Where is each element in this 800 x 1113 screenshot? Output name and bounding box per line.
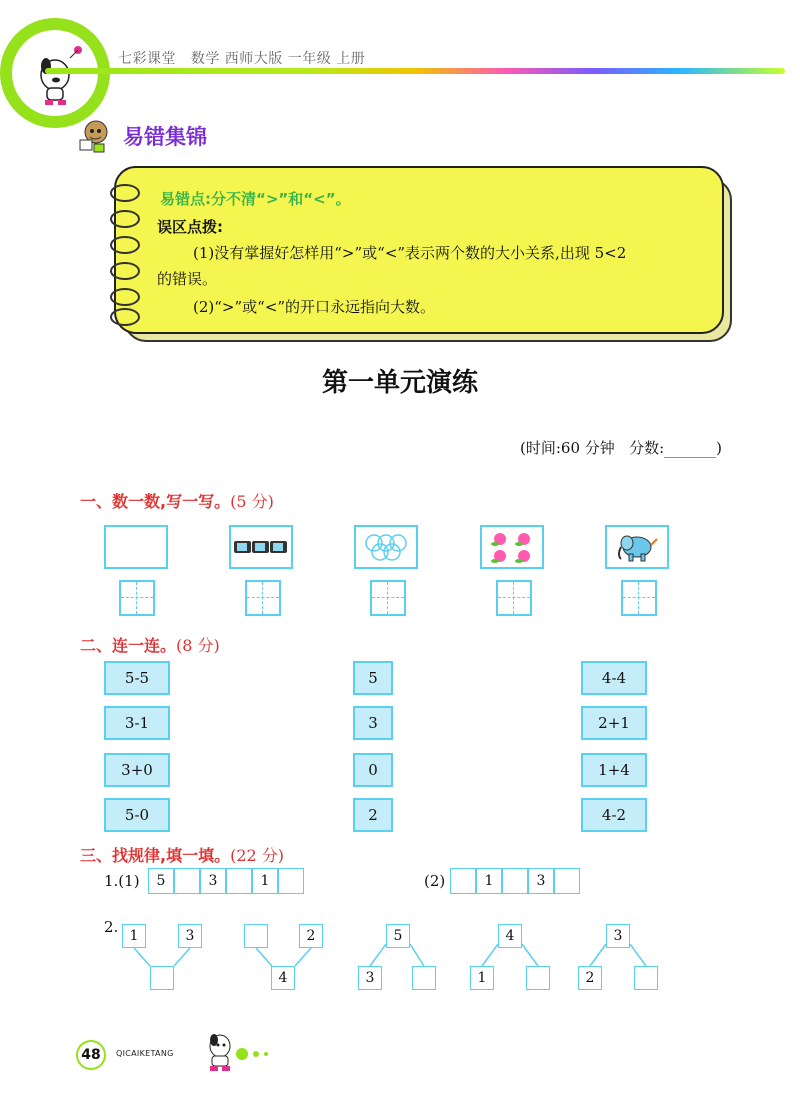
tip-label: 误区点拨:	[157, 218, 223, 236]
tree-cell[interactable]: 4	[271, 966, 295, 990]
brand-text: QICAIKETANG	[116, 1049, 174, 1058]
match-mid-item[interactable]: 5	[353, 661, 393, 695]
sequence-cell[interactable]: 1	[252, 868, 278, 894]
sequence-cell[interactable]: 5	[148, 868, 174, 894]
sequence-1-label: 1.(1)	[104, 872, 140, 890]
section-title: 易错集锦	[123, 125, 207, 149]
tree-cell[interactable]: 2	[299, 924, 323, 948]
split-left[interactable]: 2	[578, 966, 602, 990]
q3-heading: 三、找规律,填一填。(22 分)	[80, 846, 285, 865]
match-left-item[interactable]: 3+0	[104, 753, 170, 787]
match-left-item[interactable]: 3-1	[104, 706, 170, 740]
tip-paragraph-2: (2)“>”或“<”的开口永远指向大数。	[193, 298, 436, 316]
header-text: 七彩课堂 数学 西师大版 一年级 上册	[118, 51, 366, 67]
split-top[interactable]: 4	[498, 924, 522, 948]
match-left-item[interactable]: 5-5	[104, 661, 170, 695]
split-left[interactable]: 1	[470, 966, 494, 990]
mistake-point: 易错点:分不清“>”和“<”。	[160, 190, 351, 208]
match-mid-item[interactable]: 0	[353, 753, 393, 787]
split-right[interactable]	[634, 966, 658, 990]
split-right[interactable]	[412, 966, 436, 990]
sequence-cell[interactable]: 1	[476, 868, 502, 894]
split-left[interactable]: 3	[358, 966, 382, 990]
split-top[interactable]: 5	[386, 924, 410, 948]
tree-cell[interactable]	[150, 966, 174, 990]
tree-cell[interactable]: 1	[122, 924, 146, 948]
tree-cell[interactable]: 3	[178, 924, 202, 948]
footer-mascot-icon	[200, 1030, 280, 1078]
match-right-item[interactable]: 1+4	[581, 753, 647, 787]
tip-paragraph-1: (1)没有掌握好怎样用“>”或“<”表示两个数的大小关系,出现 5<2	[193, 244, 627, 262]
sequence-cell[interactable]: 3	[528, 868, 554, 894]
sequence-2-label: (2)	[424, 872, 446, 890]
match-right-item[interactable]: 4-4	[581, 661, 647, 695]
match-right-item[interactable]: 4-2	[581, 798, 647, 832]
tip-paragraph-1-cont: 的错误。	[157, 270, 218, 288]
tree-section-label: 2.	[104, 918, 119, 936]
tree-cell[interactable]	[244, 924, 268, 948]
match-right-item[interactable]: 2+1	[581, 706, 647, 740]
match-mid-item[interactable]: 2	[353, 798, 393, 832]
time-score-bar: (时间:60 分钟 分数: )	[520, 439, 722, 457]
q1-heading: 一、数一数,写一写。(5 分)	[80, 492, 274, 511]
sequence-cell[interactable]: 3	[200, 868, 226, 894]
match-left-item[interactable]: 5-0	[104, 798, 170, 832]
match-mid-item[interactable]: 3	[353, 706, 393, 740]
split-right[interactable]	[526, 966, 550, 990]
page-title: 第一单元演练	[321, 368, 478, 398]
q2-heading: 二、连一连。(8 分)	[80, 636, 220, 655]
page-number: 48	[78, 1042, 104, 1068]
split-top[interactable]: 3	[606, 924, 630, 948]
